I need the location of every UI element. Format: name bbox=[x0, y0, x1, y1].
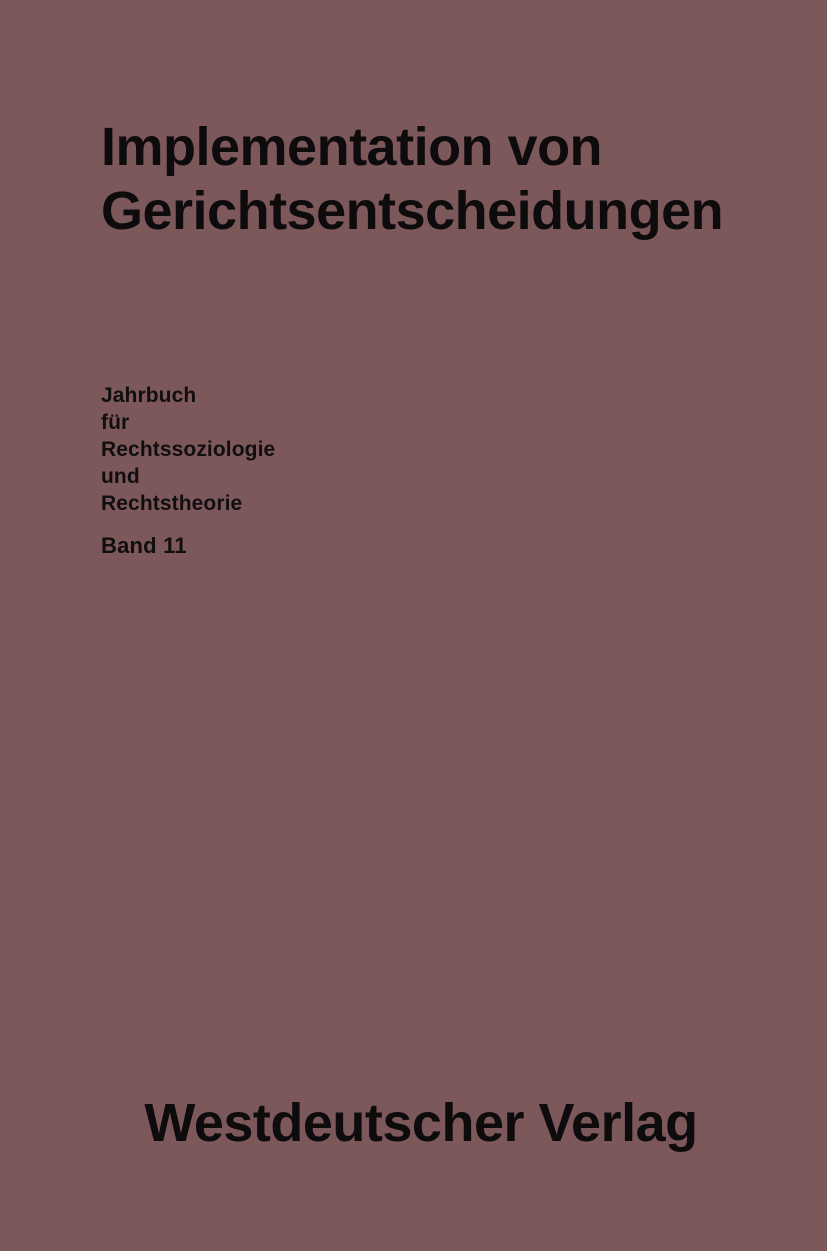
series-title bbox=[101, 383, 501, 517]
series-title-line-3: Rechtssoziologie bbox=[101, 437, 276, 461]
series-title-line-2: für bbox=[101, 410, 130, 434]
series-title-line-4: und bbox=[101, 464, 140, 488]
series-title-line-5: Rechtstheorie bbox=[101, 491, 243, 515]
book-title bbox=[101, 116, 761, 243]
volume-number: Band 11 bbox=[101, 533, 187, 558]
publisher-name: Westdeutscher Verlag bbox=[144, 1093, 698, 1153]
series-title-line-1: Jahrbuch bbox=[101, 384, 197, 407]
book-title-line-2: Gerichtsentscheidungen bbox=[101, 180, 724, 241]
book-title-line-1: Implementation von bbox=[101, 117, 603, 177]
